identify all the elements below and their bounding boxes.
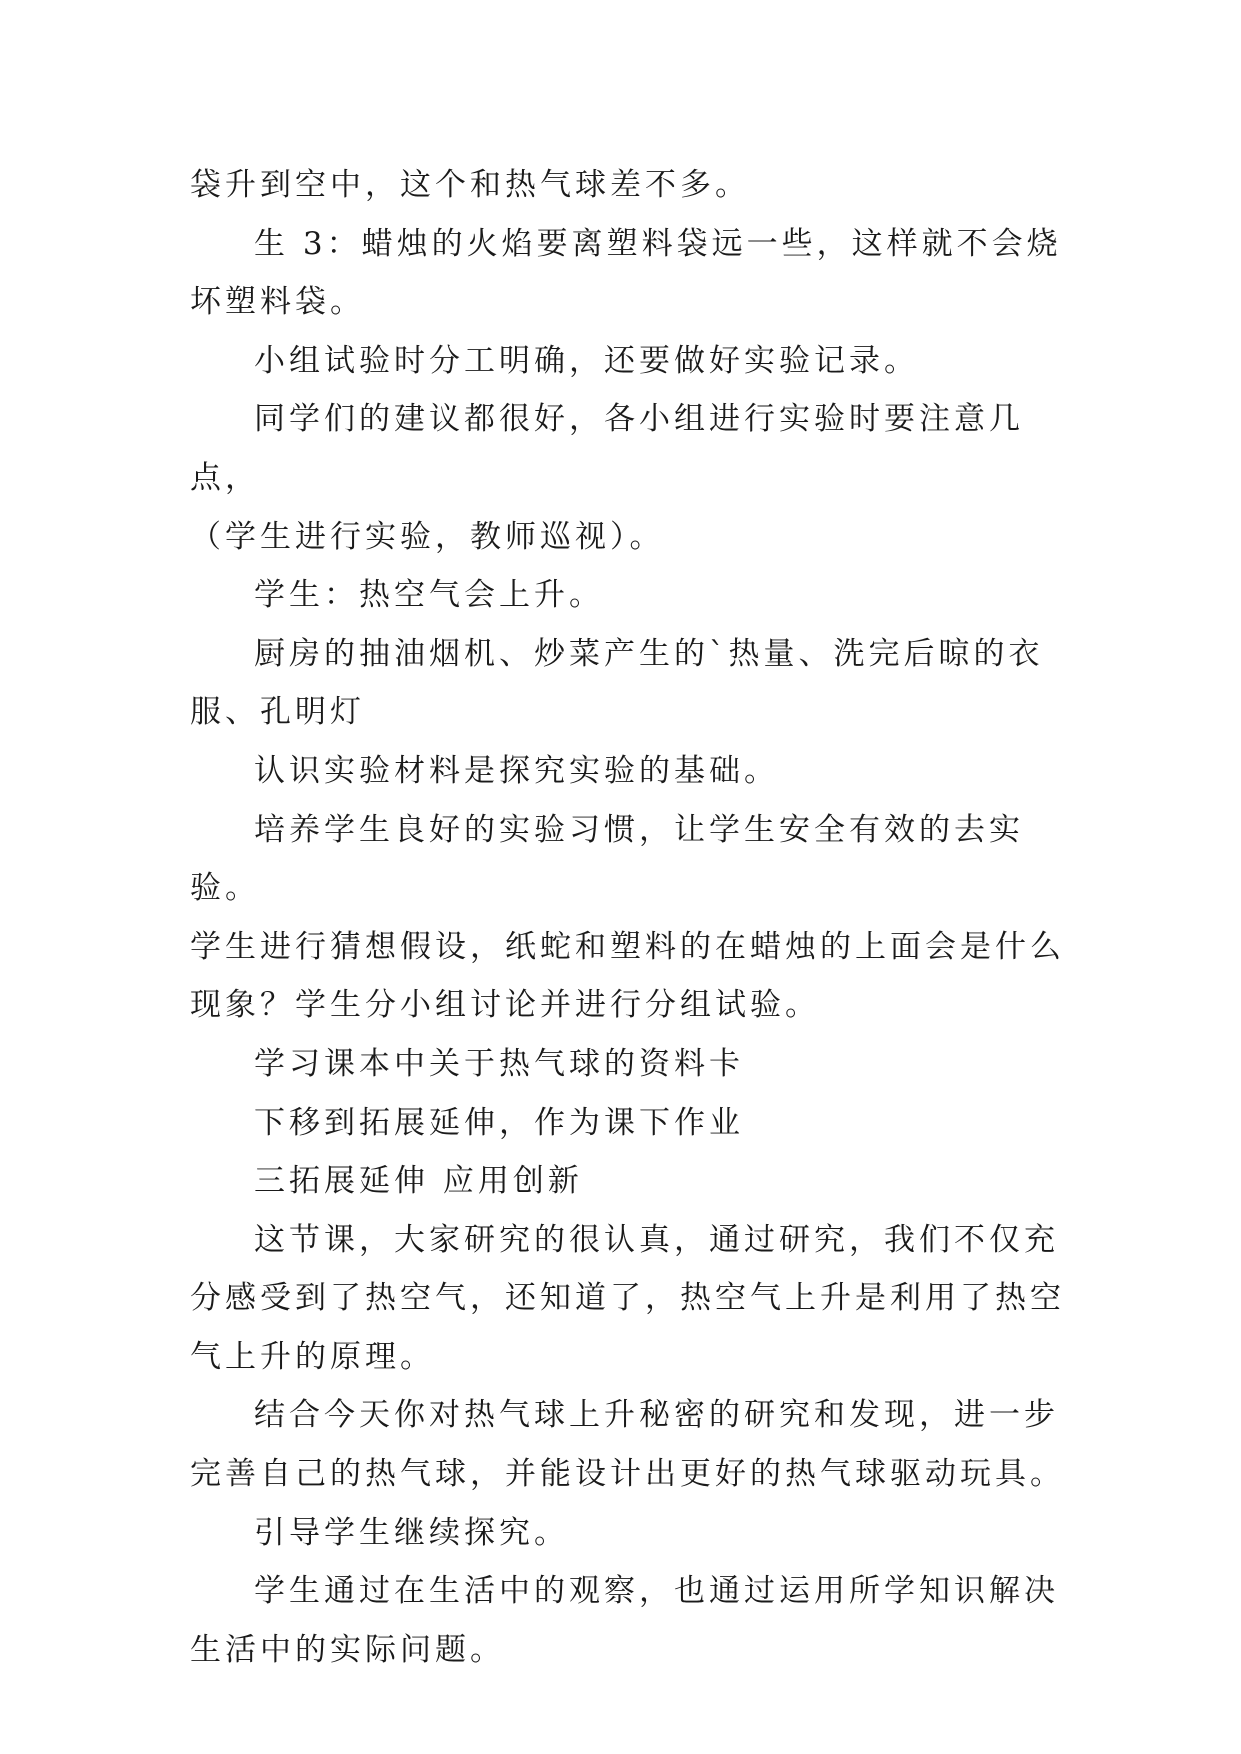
paragraph: 厨房的抽油烟机、炒菜产生的`热量、洗完后晾的衣服、孔明灯 [190, 635, 1044, 731]
paragraph: 结合今天你对热气球上升秘密的研究和发现，进一步完善自己的热气球，并能设计出更好的热气球驱动玩具。 [190, 1397, 1065, 1493]
paragraph: 认识实验材料是探究实验的基础。 [254, 752, 779, 789]
paragraph: 学生：热空气会上升。 [254, 577, 604, 614]
paragraph: 学习课本中关于热气球的资料卡 [254, 1045, 744, 1082]
paragraph: 三拓展延伸 应用创新 [254, 1163, 583, 1200]
paragraph: 培养学生良好的实验习惯，让学生安全有效的去实验。 [190, 811, 1024, 907]
paragraph: （学生进行实验，教师巡视）。 [190, 518, 665, 555]
paragraph: 同学们的建议都很好，各小组进行实验时要注意几点， [190, 401, 1024, 496]
paragraph: 引导学生继续探究。 [254, 1514, 569, 1551]
paragraph: 生 3：蜡烛的火焰要离塑料袋远一些，这样就不会烧坏塑料袋。 [190, 225, 1062, 321]
paragraph: 小组试验时分工明确，还要做好实验记录。 [254, 342, 919, 379]
paragraph: 学生通过在生活中的观察，也通过运用所学知识解决生活中的实际问题。 [190, 1573, 1059, 1668]
document-body [190, 156, 1070, 1679]
paragraph: 这节课，大家研究的很认真，通过研究，我们不仅充分感受到了热空气，还知道了，热空气上升是利用了热空气上升的原理。 [190, 1221, 1065, 1375]
paragraph: 学生进行猜想假设，纸蛇和塑料的在蜡烛的上面会是什么现象？学生分小组讨论并进行分组试验。 [190, 928, 1065, 1024]
paragraph: 袋升到空中，这个和热气球差不多。 [190, 167, 750, 203]
paragraph: 下移到拓展延伸，作为课下作业 [254, 1104, 744, 1141]
